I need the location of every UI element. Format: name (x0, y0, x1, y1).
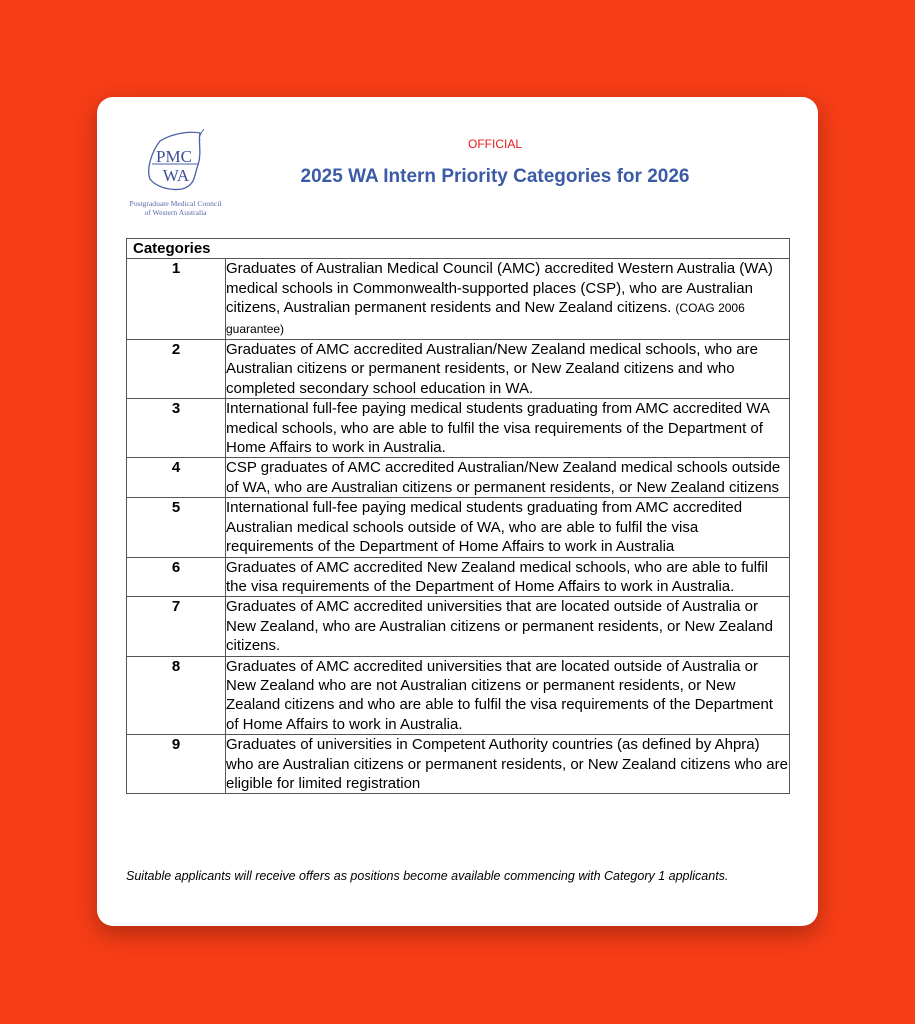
page-title: 2025 WA Intern Priority Categories for 2026 (300, 166, 690, 187)
category-number: 7 (127, 597, 226, 656)
footnote: Suitable applicants will receive offers as positions become available commencing with Category 1 applicants. (126, 869, 729, 883)
table-row (127, 399, 790, 458)
logo-mark-bottom: WA (162, 166, 190, 185)
category-number: 2 (127, 340, 226, 399)
category-description (226, 259, 790, 340)
logo-caption-line1: Postgraduate Medical Council (129, 199, 222, 208)
category-description: Graduates of AMC accredited New Zealand medical schools, who are able to fulfil the visa requirements of the Department of Home Affairs to work in Australia. (226, 557, 790, 597)
category-guarantee: (COAG 2006 guarantee) (226, 301, 745, 336)
official-label: OFFICIAL (467, 137, 522, 151)
logo-caption (118, 199, 233, 217)
table-row (127, 597, 790, 656)
category-description: Graduates of AMC accredited universities that are located outside of Australia or New Zealand who are not Australian citizens or permanent residents, or New Zealand citizens and who are able to fulfil the visa requirements of the Department of Home Affairs to work in Australia. (226, 656, 790, 735)
logo-caption-line2: of Western Australia (144, 208, 207, 217)
category-number: 6 (127, 557, 226, 597)
category-description: Graduates of AMC accredited Australian/New Zealand medical schools, who are Australian citizens or permanent residents, or New Zealand citizens and who completed secondary school education in WA. (226, 340, 790, 399)
category-number: 4 (127, 458, 226, 498)
pmcwa-logo-icon (118, 127, 233, 202)
category-description: International full-fee paying medical students graduating from AMC accredited WA medical schools, who are able to fulfil the visa requirements of the Department of Home Affairs to work in Australia. (226, 399, 790, 458)
table-row (127, 735, 790, 794)
categories-table (126, 238, 790, 794)
category-number: 1 (127, 259, 226, 340)
category-description: CSP graduates of AMC accredited Australian/New Zealand medical schools outside of WA, who are Australian citizens or permanent residents, or New Zealand citizens (226, 458, 790, 498)
category-description: Graduates of AMC accredited universities that are located outside of Australia or New Zealand, who are Australian citizens or permanent residents, or New Zealand citizens. (226, 597, 790, 656)
category-text: Graduates of Australian Medical Council (AMC) accredited Western Australia (WA) medical schools in Commonwealth-supported places (CSP), who are Australian citizens, Australian permanent residents and New Zealand citizens. (226, 260, 773, 317)
table-row (127, 458, 790, 498)
category-number: 8 (127, 656, 226, 735)
logo-mark-top: PMC (156, 147, 192, 166)
table-row (127, 340, 790, 399)
category-number: 9 (127, 735, 226, 794)
table-row (127, 656, 790, 735)
table-header: Categories (127, 239, 790, 259)
pmcwa-logo (118, 127, 233, 222)
category-description: Graduates of universities in Competent Authority countries (as defined by Ahpra) who are Australian citizens or permanent residents, or New Zealand citizens who are eligible for limited registration (226, 736, 788, 792)
category-number: 3 (127, 399, 226, 458)
table-header-row (127, 239, 790, 259)
table-row (127, 557, 790, 597)
table-row (127, 259, 790, 340)
category-description: International full-fee paying medical students graduating from AMC accredited Australian medical schools outside of WA, who are able to fulfil the visa requirements of the Department of Home Affairs to work in Australia (226, 498, 790, 557)
category-number: 5 (127, 498, 226, 557)
table-row (127, 498, 790, 557)
